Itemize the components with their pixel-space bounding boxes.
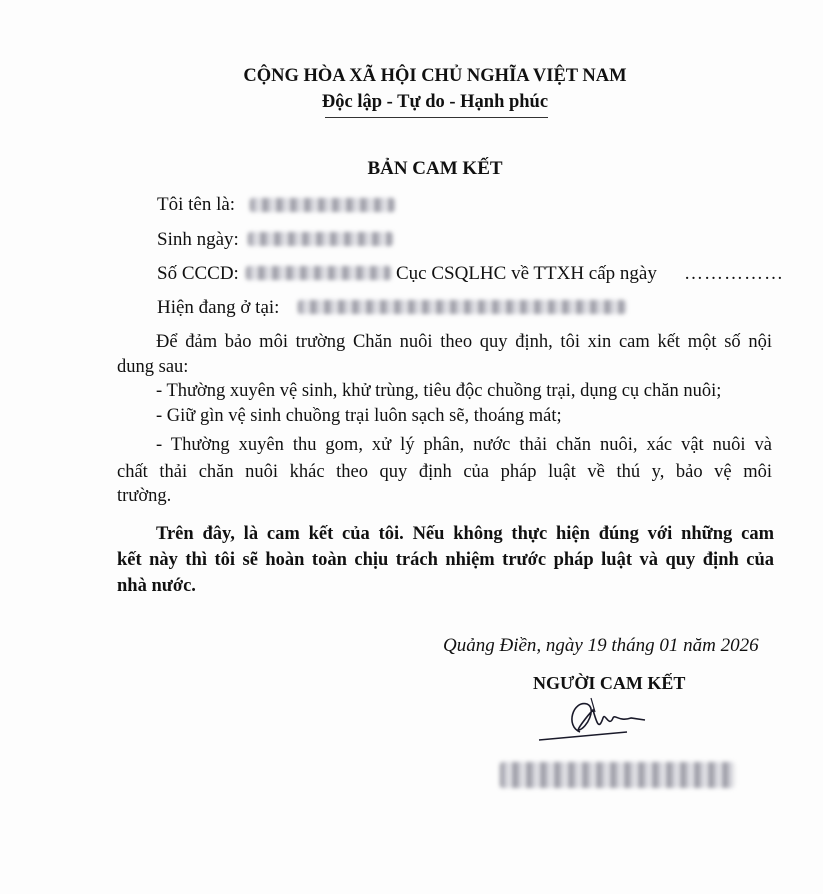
id-label: Số CCCD: [157,263,239,284]
commitment-line-1: Trên đây, là cam kết của tôi. Nếu không thực hiện đúng với những cam [156,524,774,544]
national-motto: Độc lập - Tự do - Hạnh phúc [321,92,549,112]
redacted-address [298,300,626,314]
signature-image [535,688,675,748]
item-3-line-3: trường. [117,486,172,506]
intro-line-1: Để đảm bảo môi trường Chăn nuôi theo quy định, tôi xin cam kết một số nội [156,332,772,352]
item-3-line-2: chất thải chăn nuôi khác theo quy định của pháp luật về thú y, bảo vệ môi [117,462,772,482]
address-label: Hiện đang ở tại: [157,297,280,318]
commitment-line-2: kết này thì tôi sẽ hoàn toàn chịu trách nhiệm trước pháp luật và quy định của [117,550,774,570]
redacted-signer-name [500,762,735,788]
place-and-date: Quảng Điền, ngày 19 tháng 01 năm 2026 [443,635,759,656]
dob-label: Sinh ngày: [157,229,239,250]
redacted-dob [248,232,393,246]
item-2: - Giữ gìn vệ sinh chuồng trại luôn sạch sẽ, thoáng mát; [156,406,562,426]
id-issuer: Cục CSQLHC về TTXH cấp ngày [396,263,657,284]
item-1: - Thường xuyên vệ sinh, khử trùng, tiêu độc chuồng trại, dụng cụ chăn nuôi; [156,381,722,401]
item-3-line-1: - Thường xuyên thu gom, xử lý phân, nước thải chăn nuôi, xác vật nuôi và [156,435,772,455]
commitment-line-3: nhà nước. [117,576,196,596]
redacted-name [250,198,395,212]
national-title: CỘNG HÒA XÃ HỘI CHỦ NGHĨA VIỆT NAM [243,66,627,86]
redacted-id-number [246,266,391,280]
document-title: BẢN CAM KẾT [367,158,503,179]
id-date-placeholder: …………… [684,263,784,284]
motto-underline [325,117,548,118]
signer-title: NGƯỜI CAM KẾT [533,673,686,693]
name-label: Tôi tên là: [157,194,236,215]
intro-line-2: dung sau: [117,357,189,377]
